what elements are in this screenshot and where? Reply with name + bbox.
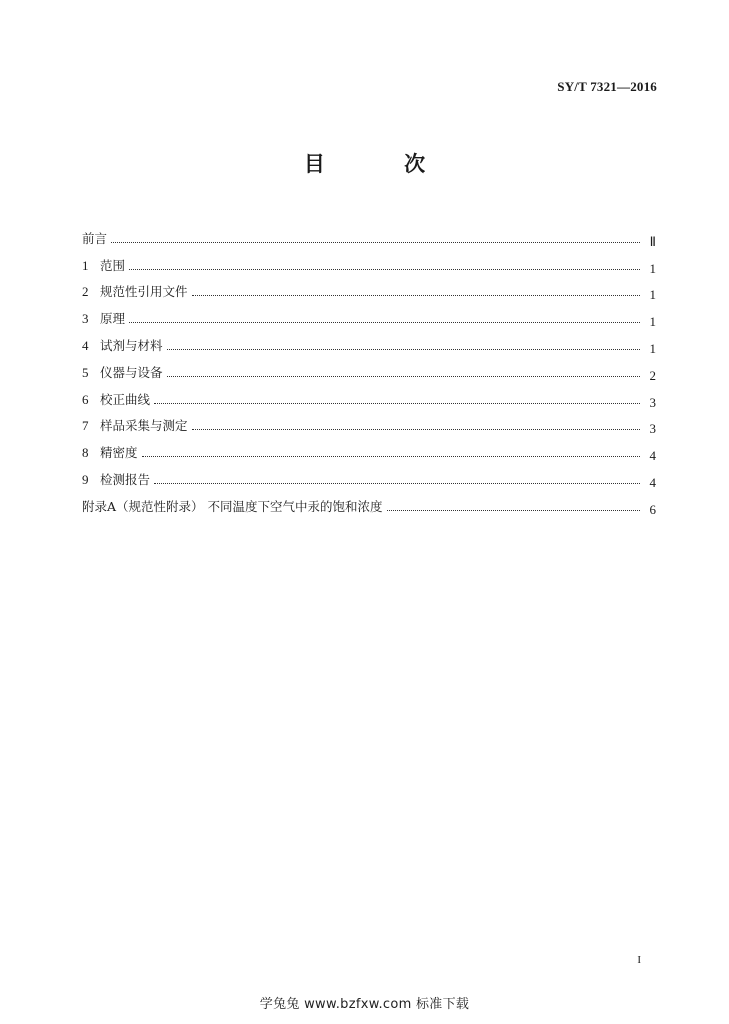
toc-leader-dots bbox=[111, 242, 640, 243]
toc-entry-label: 仪器与设备 bbox=[100, 364, 163, 380]
toc-entry-3[interactable] bbox=[82, 300, 656, 330]
toc-leader-dots bbox=[192, 295, 640, 296]
standard-number: SY/T 7321—2016 bbox=[557, 79, 657, 94]
page-number: I bbox=[637, 954, 641, 966]
toc-entry-page: 1 bbox=[649, 287, 656, 303]
toc-entry-label: 附录A（规范性附录） 不同温度下空气中汞的饱和浓度 bbox=[82, 498, 383, 514]
toc-leader-dots bbox=[167, 349, 640, 350]
table-of-contents bbox=[82, 220, 656, 515]
toc-entry-page: 1 bbox=[649, 314, 656, 330]
toc-entry-number: 2 bbox=[82, 284, 89, 300]
toc-entry-1[interactable] bbox=[82, 247, 656, 274]
toc-entry-4[interactable] bbox=[82, 327, 656, 354]
toc-entry-label: 校正曲线 bbox=[100, 391, 151, 407]
toc-leader-dots bbox=[387, 510, 640, 511]
toc-leader-dots bbox=[167, 376, 640, 377]
toc-entry-page: 4 bbox=[649, 448, 656, 464]
toc-entry-label: 前言 bbox=[82, 230, 108, 246]
toc-entry-number: 5 bbox=[82, 364, 89, 380]
toc-entry-label: 规范性引用文件 bbox=[100, 284, 188, 300]
site-watermark: 学兔兔 www.bzfxw.com 标准下载 bbox=[259, 997, 470, 1012]
toc-leader-dots bbox=[192, 429, 640, 430]
toc-entry-page: 3 bbox=[649, 421, 656, 437]
toc-leader-dots bbox=[129, 269, 640, 270]
toc-entry-8[interactable] bbox=[82, 434, 656, 464]
toc-entry-number: 9 bbox=[82, 471, 89, 487]
toc-entry-page: 1 bbox=[649, 260, 656, 276]
toc-entry-7[interactable] bbox=[82, 408, 656, 435]
toc-entry-foreword[interactable] bbox=[82, 220, 656, 247]
toc-entry-label: 样品采集与测定 bbox=[100, 418, 188, 434]
toc-entry-page: 6 bbox=[649, 501, 656, 517]
toc-entry-2[interactable] bbox=[82, 274, 656, 301]
toc-entry-page: 1 bbox=[649, 340, 656, 356]
toc-entry-label: 原理 bbox=[100, 311, 126, 327]
toc-entry-page: 3 bbox=[649, 394, 656, 410]
toc-entry-page: Ⅱ bbox=[649, 233, 656, 249]
toc-leader-dots bbox=[154, 403, 640, 404]
toc-leader-dots bbox=[154, 483, 640, 484]
toc-entry-6[interactable] bbox=[82, 381, 656, 408]
toc-entry-number: 7 bbox=[82, 418, 89, 434]
toc-leader-dots bbox=[142, 456, 640, 457]
toc-entry-number: 1 bbox=[82, 257, 89, 273]
toc-entry-number: 6 bbox=[82, 391, 89, 407]
toc-entry-page: 2 bbox=[649, 367, 656, 383]
toc-entry-label: 精密度 bbox=[100, 445, 138, 461]
toc-entry-5[interactable] bbox=[82, 354, 656, 381]
toc-entry-appendix-a[interactable] bbox=[82, 488, 656, 515]
toc-entry-number: 3 bbox=[82, 311, 89, 327]
toc-entry-label: 范围 bbox=[100, 257, 126, 273]
toc-entry-page: 4 bbox=[649, 474, 656, 490]
toc-entry-number: 4 bbox=[82, 337, 89, 353]
page-title: 目 次 bbox=[303, 152, 462, 176]
toc-leader-dots bbox=[129, 322, 640, 323]
toc-entry-number: 8 bbox=[82, 445, 89, 461]
toc-entry-label: 检测报告 bbox=[100, 471, 151, 487]
toc-entry-label: 试剂与材料 bbox=[100, 337, 163, 353]
toc-entry-9[interactable] bbox=[82, 461, 656, 488]
